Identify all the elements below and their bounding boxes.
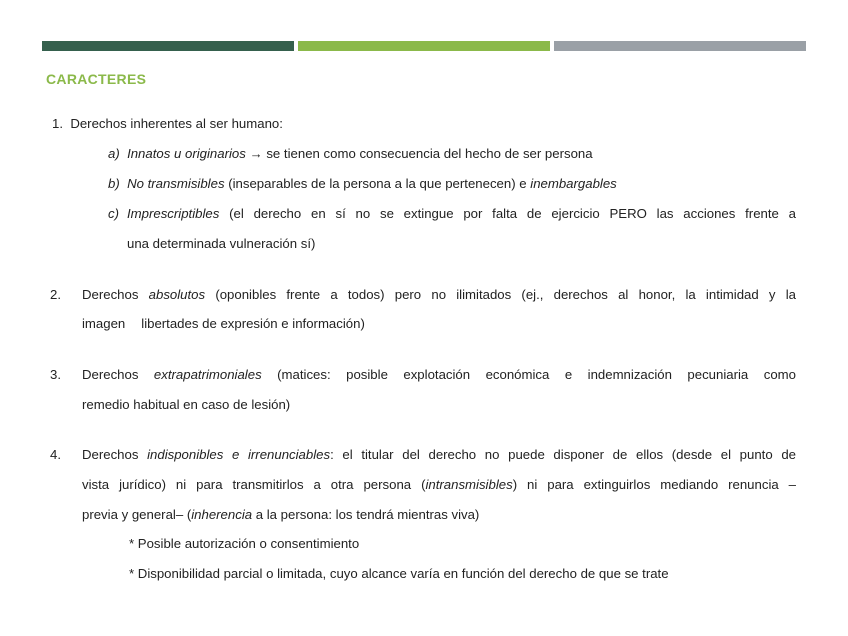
item-2-line2a: imagen [82, 316, 126, 331]
item-3-number: 3. [50, 367, 61, 382]
item-1a [108, 145, 593, 163]
item-1b-text: (inseparables de la persona a la que pertenecen) e [224, 176, 531, 191]
item-4-note-1: * Posible autorización o consentimiento [129, 536, 360, 551]
item-3-line2: remedio habitual en caso de lesión) [82, 397, 291, 412]
item-4 [82, 446, 796, 464]
item-4-l2i: intransmisibles [425, 477, 513, 492]
item-1-number: 1. [52, 116, 63, 131]
item-4-line2 [82, 476, 796, 494]
item-1c-italic: Imprescriptibles [127, 206, 220, 221]
item-1a-italic: Innatos u originarios [127, 146, 246, 161]
item-1c-line2: una determinada vulneración sí) [127, 236, 316, 251]
item-4-pre: Derechos [82, 447, 148, 462]
item-1b-italic2: inembargables [530, 176, 617, 191]
item-4-text: : el titular del derecho no puede disponer de ellos (desde el punto de [330, 447, 796, 462]
item-4-italic: indisponibles e irrenunciables [147, 447, 331, 462]
item-1b [108, 175, 617, 193]
item-1c-label-wrap [108, 205, 119, 223]
item-1c-label: c) [108, 206, 119, 221]
slide-title: CARACTERES [46, 71, 147, 87]
item-2-italic: absolutos [148, 287, 206, 302]
item-2-line2 [82, 315, 365, 333]
item-1b-italic: No transmisibles [127, 176, 225, 191]
item-3-pre: Derechos [82, 367, 154, 382]
item-2-number: 2. [50, 287, 61, 302]
header-bar-dark-green [42, 41, 294, 51]
item-1b-label: b) [108, 176, 120, 191]
item-4-note-2: * Disponibilidad parcial o limitada, cuyo alcance varía en función del derecho de que se trate [129, 566, 669, 581]
item-3-italic: extrapatrimoniales [153, 367, 262, 382]
item-4-l3a: previa y general– ( [82, 507, 192, 522]
item-3-text: (matices: posible explotación económica e indemnización pecuniaria como [261, 367, 796, 382]
header-color-bars [42, 41, 806, 51]
item-2-pre: Derechos [82, 287, 149, 302]
item-1c [127, 205, 796, 223]
item-4-l3b: a la persona: los tendrá mientras viva) [252, 507, 480, 522]
item-2-text: (oponibles frente a todos) pero no ilimitados (ej., derechos al honor, la intimidad y la [205, 287, 796, 302]
item-3 [82, 366, 796, 384]
item-1c-text: (el derecho en sí no se extingue por falta de ejercicio PERO las acciones frente a [219, 206, 796, 221]
item-2 [82, 286, 796, 304]
item-1 [52, 115, 283, 133]
item-1-text: Derechos inherentes al ser humano: [70, 116, 283, 131]
item-4-line3 [82, 506, 479, 524]
item-4-l2a: vista jurídico) ni para transmitirlos a otra persona ( [82, 477, 426, 492]
item-1a-label: a) [108, 146, 120, 161]
item-4-number: 4. [50, 447, 61, 462]
item-2-line2b: libertades de expresión e información) [141, 316, 365, 331]
header-bar-light-green [298, 41, 550, 51]
item-4-l2b: ) ni para extinguirlos mediando renuncia – [512, 477, 796, 492]
item-1a-text: → se tienen como consecuencia del hecho de ser persona [245, 146, 593, 161]
item-4-l3i: inherencia [191, 507, 253, 522]
header-bar-gray [554, 41, 806, 51]
